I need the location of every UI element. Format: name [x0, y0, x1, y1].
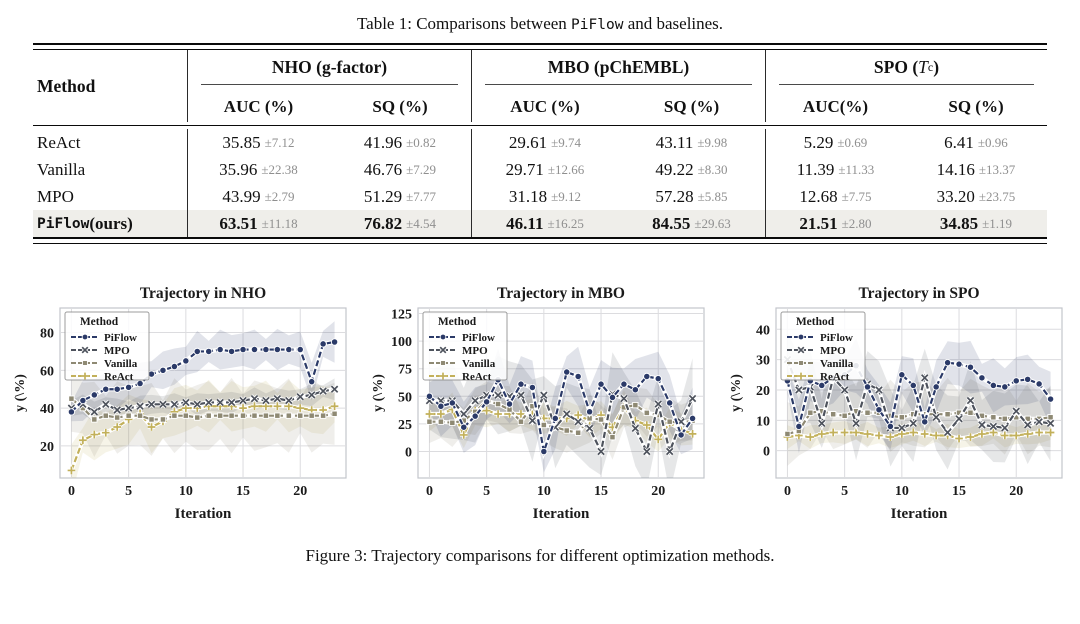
table-value-cell: 46.11 ±16.25 [471, 210, 618, 237]
svg-text:Iteration: Iteration [174, 506, 232, 522]
svg-text:20: 20 [756, 383, 770, 399]
svg-text:ReAct: ReAct [820, 371, 850, 383]
table-header-method: Method [37, 75, 96, 96]
table-value-cell: 5.29 ±0.69 [765, 129, 905, 156]
table-value-cell: 43.11 ±9.98 [655, 132, 728, 152]
table-value-cell: 21.51 ±2.80 [765, 210, 905, 237]
table-subheader: SQ (%) [372, 96, 428, 116]
svg-text:20: 20 [40, 439, 54, 455]
svg-text:50: 50 [398, 390, 412, 406]
svg-text:30: 30 [756, 353, 770, 369]
table-value-cell: 11.39 ±11.33 [765, 156, 905, 183]
svg-text:60: 60 [40, 364, 54, 380]
svg-text:Method: Method [795, 316, 835, 328]
table-value-cell: 46.76 ±7.29 [363, 159, 437, 179]
table-group-cmidrule [187, 84, 471, 91]
svg-text:15: 15 [236, 484, 251, 499]
table-bottom-rule [33, 237, 1047, 244]
table-subheader: SQ (%) [948, 96, 1004, 116]
table-top-rule [33, 43, 1047, 50]
svg-text:Trajectory in NHO: Trajectory in NHO [139, 285, 267, 302]
svg-text:Iteration: Iteration [532, 506, 590, 522]
table-group-cmidrule [765, 84, 1047, 91]
table-subheader: SQ (%) [663, 96, 720, 116]
svg-text:ReAct: ReAct [462, 371, 492, 383]
table-value-cell: 51.29 ±7.77 [363, 186, 437, 206]
svg-text:20: 20 [651, 484, 666, 499]
table-subheader: AUC(%) [765, 91, 905, 122]
svg-text:PiFlow: PiFlow [820, 332, 853, 344]
table-caption-code: PiFlow [571, 17, 624, 33]
svg-text:MPO: MPO [820, 345, 846, 357]
svg-text:125: 125 [391, 307, 412, 323]
svg-text:10: 10 [178, 484, 193, 499]
svg-text:75: 75 [398, 362, 412, 378]
trajectory-chart-mbo [370, 284, 710, 536]
table-group-header: MBO (pChEMBL) [471, 50, 765, 84]
table-caption-suffix: and baselines. [623, 14, 724, 33]
svg-text:20: 20 [293, 484, 308, 499]
svg-text:PiFlow: PiFlow [104, 332, 137, 344]
svg-text:y (\%): y (\%) [13, 374, 28, 412]
svg-text:0: 0 [783, 484, 791, 499]
table-subheader: AUC (%) [471, 91, 618, 122]
figure-caption: Figure 3: Trajectory comparisons for different optimization methods. [305, 546, 775, 565]
table-value-cell: 76.82 ±4.54 [329, 210, 471, 237]
table-value-cell: 35.96 ±22.38 [187, 156, 329, 183]
svg-text:5: 5 [125, 484, 133, 499]
table-value-cell: 31.18 ±9.12 [471, 183, 618, 210]
table-value-cell: 43.99 ±2.79 [187, 183, 329, 210]
svg-text:Trajectory in SPO: Trajectory in SPO [858, 285, 980, 302]
table-row-method: ReAct [37, 132, 81, 152]
svg-text:5: 5 [483, 484, 491, 499]
results-table-grid [33, 50, 1047, 237]
svg-text:Vanilla: Vanilla [820, 358, 854, 370]
table-value-cell: 41.96 ±0.82 [363, 132, 437, 152]
svg-text:100: 100 [391, 335, 412, 351]
svg-text:80: 80 [40, 326, 54, 342]
table-value-cell: 35.85 ±7.12 [187, 129, 329, 156]
svg-text:MPO: MPO [462, 345, 488, 357]
svg-text:10: 10 [756, 414, 770, 430]
table-value-cell: 29.61 ±9.74 [471, 129, 618, 156]
svg-text:0: 0 [405, 445, 412, 461]
figure-3-plots [0, 284, 1080, 536]
trajectory-chart-nho [12, 284, 352, 536]
table-value-cell: 29.71 ±12.66 [471, 156, 618, 183]
table-value-cell: 33.20 ±23.75 [936, 186, 1016, 206]
table-caption [0, 0, 1080, 34]
svg-text:Trajectory in MBO: Trajectory in MBO [497, 285, 625, 302]
table-row-method: PiFlow (ours) [33, 210, 187, 237]
svg-text:15: 15 [952, 484, 967, 499]
svg-text:Iteration: Iteration [890, 506, 948, 522]
svg-text:0: 0 [763, 444, 770, 460]
table-group-header: SPO ( T c ) [765, 50, 1047, 84]
table-group-header: NHO (g-factor) [187, 50, 471, 84]
table-row-method: MPO [37, 186, 74, 206]
svg-text:0: 0 [425, 484, 433, 499]
table-value-cell: 84.55 ±29.63 [618, 210, 765, 237]
svg-text:10: 10 [536, 484, 551, 499]
table-caption-prefix: Table 1: Comparisons between [356, 14, 572, 33]
table-value-cell: 63.51 ±11.18 [187, 210, 329, 237]
table-group-cmidrule [471, 84, 765, 91]
trajectory-chart-spo [728, 284, 1068, 536]
table-value-cell: 57.28 ±5.85 [655, 186, 728, 206]
table-value-cell: 14.16 ±13.37 [936, 159, 1016, 179]
table-row-method: Vanilla [37, 159, 86, 179]
svg-text:25: 25 [398, 417, 412, 433]
svg-text:Method: Method [437, 316, 477, 328]
svg-text:10: 10 [894, 484, 909, 499]
svg-text:40: 40 [40, 402, 54, 418]
svg-text:Vanilla: Vanilla [462, 358, 496, 370]
svg-text:5: 5 [841, 484, 849, 499]
table-subheader: AUC (%) [187, 91, 329, 122]
svg-text:Method: Method [79, 316, 119, 328]
svg-text:20: 20 [1009, 484, 1024, 499]
svg-text:PiFlow: PiFlow [462, 332, 495, 344]
svg-text:0: 0 [67, 484, 75, 499]
svg-text:ReAct: ReAct [104, 371, 134, 383]
table-midrule [33, 125, 1047, 126]
table-value-cell: 12.68 ±7.75 [765, 183, 905, 210]
svg-text:y (\%): y (\%) [729, 374, 744, 412]
results-table [33, 43, 1047, 244]
table-value-cell: 49.22 ±8.30 [655, 159, 728, 179]
svg-text:y (\%): y (\%) [371, 374, 386, 412]
svg-text:40: 40 [756, 323, 770, 339]
svg-text:Vanilla: Vanilla [104, 358, 138, 370]
svg-text:15: 15 [594, 484, 609, 499]
svg-text:MPO: MPO [104, 345, 130, 357]
table-value-cell: 6.41 ±0.96 [944, 132, 1008, 152]
table-value-cell: 34.85 ±1.19 [905, 210, 1047, 237]
